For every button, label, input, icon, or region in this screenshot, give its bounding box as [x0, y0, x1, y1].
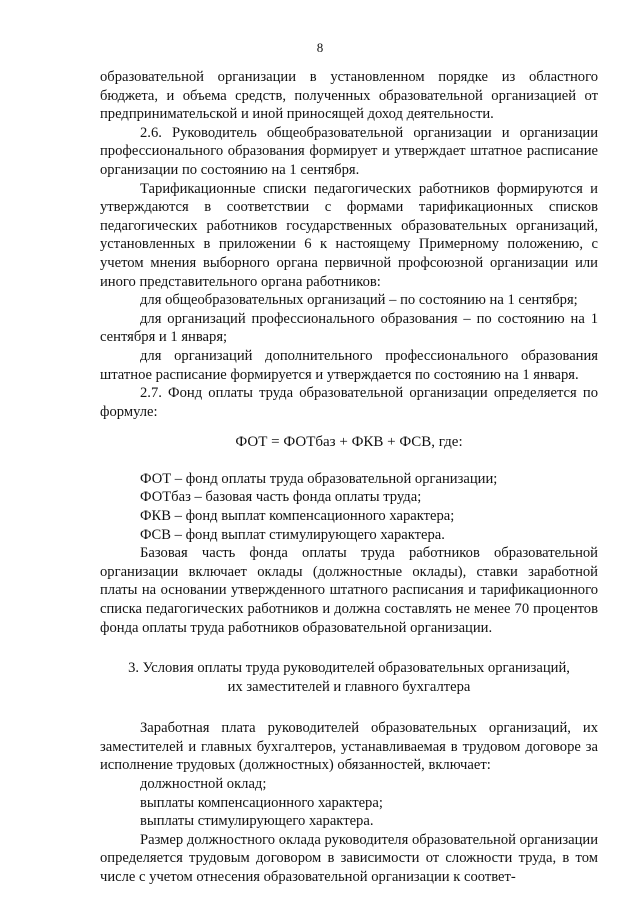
paragraph-base-part: Базовая часть фонда оплаты труда работников образовательной организации включает оклады (должностные оклады), ставки заработной платы на основании утвержденного штатного расписания и тарификационного списка педагогических работников и должна составлять не менее 70 процентов фонда оплаты труда работников образовательной организации.: [100, 545, 598, 636]
definition-fot: ФОТ – фонд оплаты труда образовательной организации;: [140, 470, 498, 487]
definition-fkv: ФКВ – фонд выплат компенсационного характера;: [140, 508, 455, 525]
formula: ФОТ = ФОТбаз + ФКВ + ФСВ, где:: [235, 434, 463, 451]
salary-item-1: должностной оклад;: [140, 776, 267, 792]
definition-fot-base: ФОТбаз – базовая часть фонда оплаты труда;: [140, 489, 422, 506]
section-title-line-1: 3. Условия оплаты труда руководителей образовательных организаций,: [128, 660, 570, 677]
definition-fsv: ФСВ – фонд выплат стимулирующего характера.: [140, 526, 445, 543]
paragraph-professional-education: для организаций профессионального образования – по состоянию на 1 сентября и 1 января;: [100, 310, 598, 346]
paragraph-general-education: для общеобразовательных организаций – по состоянию на 1 сентября;: [140, 292, 578, 309]
paragraph-head-salary-size: Размер должностного оклада руководителя образовательной организации определяется трудовым договором в зависимости от сложности труда, в том числе с учетом отнесения образовательной организации к соответ-: [100, 831, 598, 885]
paragraph-tariff-lists: Тарификационные списки педагогических работников формируются и утверждаются в соответствии с формами тарификационных списков педагогических работников государственных образовательных организаций, установленных в приложении 6 к настоящему Примерному положению, с учетом мнения выборного органа первичной профсоюзной организации или иного представительного органа работников:: [100, 180, 598, 290]
paragraph-2-7: 2.7. Фонд оплаты труда образовательной организации определяется по формуле:: [100, 385, 598, 420]
salary-item-3: выплаты стимулирующего характера.: [140, 813, 374, 830]
paragraph-additional-education: для организаций дополнительного профессионального образования штатное расписание формируется и утверждается по состоянию на 1 января.: [100, 347, 598, 383]
salary-item-2: выплаты компенсационного характера;: [140, 794, 383, 811]
section-title-line-2: их заместителей и главного бухгалтера: [227, 679, 471, 696]
paragraph-2-6: 2.6. Руководитель общеобразовательной организации и организации профессионального образования формирует и утверждает штатное расписание организации по состоянию на 1 сентября.: [100, 124, 598, 178]
formula-definitions: [100, 470, 598, 544]
paragraph-salary: Заработная плата руководителей образовательных организаций, их заместителей и главных бухгалтеров, устанавливаемая в трудовом договоре за исполнение трудовых (должностных) обязанностей, включает:: [100, 720, 598, 774]
page-number: 8: [316, 40, 324, 55]
paragraph-continuation: образовательной организации в установленном порядке из областного бюджета, и объема средств, полученных образовательной организацией от предпринимательской и иной приносящей доход деятельности.: [100, 69, 598, 123]
section-title: [100, 659, 598, 697]
document-body: [100, 68, 598, 887]
